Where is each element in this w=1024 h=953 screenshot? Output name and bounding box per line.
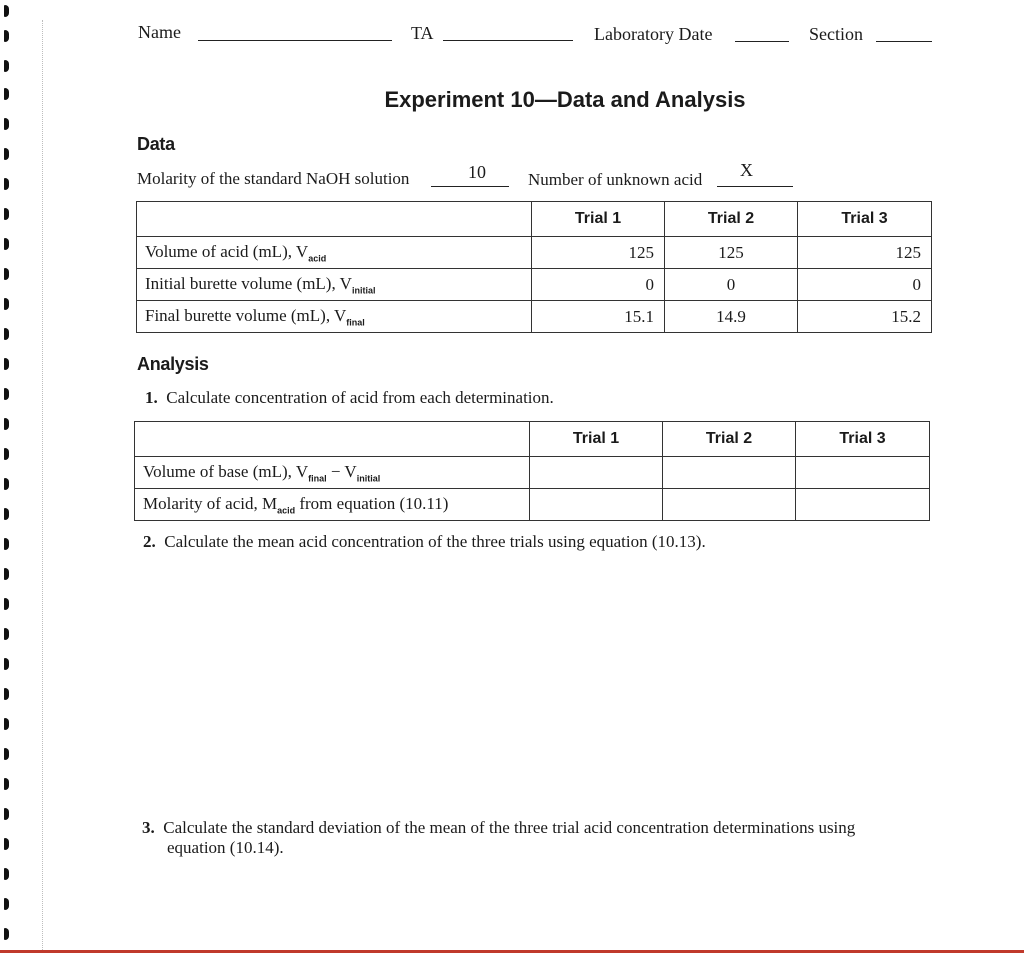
cell-trial-1[interactable] xyxy=(530,457,663,489)
header-trial-1: Trial 1 xyxy=(530,422,663,457)
cell-trial-3[interactable]: 15.2 xyxy=(798,301,932,333)
cell-trial-2[interactable]: 14.9 xyxy=(665,301,798,333)
question-3: 3. Calculate the standard deviation of the mean of the three trial acid concentration determinations using xyxy=(142,818,856,837)
analysis-table xyxy=(134,421,930,521)
cell-trial-2[interactable]: 0 xyxy=(665,269,798,301)
cell-trial-1[interactable] xyxy=(530,489,663,521)
table-row xyxy=(137,237,932,269)
cell-trial-3[interactable]: 0 xyxy=(798,269,932,301)
name-field[interactable] xyxy=(198,40,392,41)
table-row xyxy=(137,301,932,333)
molarity-value: 10 xyxy=(468,162,486,182)
margin-line xyxy=(42,20,43,950)
binding-edge xyxy=(0,0,30,953)
row-label-molarity-acid: Molarity of acid, $M_{acid}$ from equation (10.11) xyxy=(135,489,530,521)
cell-trial-2[interactable]: 125 xyxy=(665,237,798,269)
section-field[interactable] xyxy=(876,41,932,42)
section-label: Section xyxy=(809,24,863,44)
name-label: Name xyxy=(138,22,181,42)
table-row xyxy=(135,457,930,489)
row-label-final-burette: Final burette volume (mL), $V_{final}$ xyxy=(137,301,532,333)
data-table-header-row xyxy=(137,202,932,237)
cell-trial-3[interactable] xyxy=(796,489,930,521)
header-trial-3: Trial 3 xyxy=(798,202,932,237)
data-heading: Data xyxy=(137,134,175,154)
ta-label: TA xyxy=(411,23,434,43)
analysis-table-header-row xyxy=(135,422,930,457)
analysis-heading: Analysis xyxy=(137,354,209,374)
data-table xyxy=(136,201,932,333)
unknown-label: Number of unknown acid xyxy=(528,170,703,189)
empty-header-cell xyxy=(135,422,530,457)
header-trial-1: Trial 1 xyxy=(532,202,665,237)
row-label-volume-base: Volume of base (mL), $V_{final} - V_{initial}$ xyxy=(135,457,530,489)
empty-header-cell xyxy=(137,202,532,237)
molarity-label: Molarity of the standard NaOH solution xyxy=(137,169,410,188)
table-row xyxy=(137,269,932,301)
cell-trial-3[interactable]: 125 xyxy=(798,237,932,269)
header-trial-2: Trial 2 xyxy=(665,202,798,237)
row-label-initial-burette: Initial burette volume (mL), $V_{initial}$ xyxy=(137,269,532,301)
table-row xyxy=(135,489,930,521)
ta-field[interactable] xyxy=(443,40,573,41)
unknown-blank[interactable] xyxy=(717,186,793,187)
unknown-value: X xyxy=(740,160,753,180)
header-trial-2: Trial 2 xyxy=(663,422,796,457)
cell-trial-2[interactable] xyxy=(663,457,796,489)
molarity-blank[interactable] xyxy=(431,186,509,187)
question-2: 2. Calculate the mean acid concentration of the three trials using equation (10.13). xyxy=(143,532,706,551)
cell-trial-1[interactable]: 15.1 xyxy=(532,301,665,333)
cell-trial-3[interactable] xyxy=(796,457,930,489)
question-1: 1. Calculate concentration of acid from each determination. xyxy=(145,388,554,407)
lab-date-label: Laboratory Date xyxy=(594,24,713,44)
page-title: Experiment 10—Data and Analysis xyxy=(384,87,746,112)
cell-trial-1[interactable]: 0 xyxy=(532,269,665,301)
header-trial-3: Trial 3 xyxy=(796,422,930,457)
cell-trial-1[interactable]: 125 xyxy=(532,237,665,269)
lab-date-field[interactable] xyxy=(735,41,789,42)
row-label-volume-acid: Volume of acid (mL), $V_{acid}$ xyxy=(137,237,532,269)
question-3-continued: equation (10.14). xyxy=(167,838,284,857)
cell-trial-2[interactable] xyxy=(663,489,796,521)
